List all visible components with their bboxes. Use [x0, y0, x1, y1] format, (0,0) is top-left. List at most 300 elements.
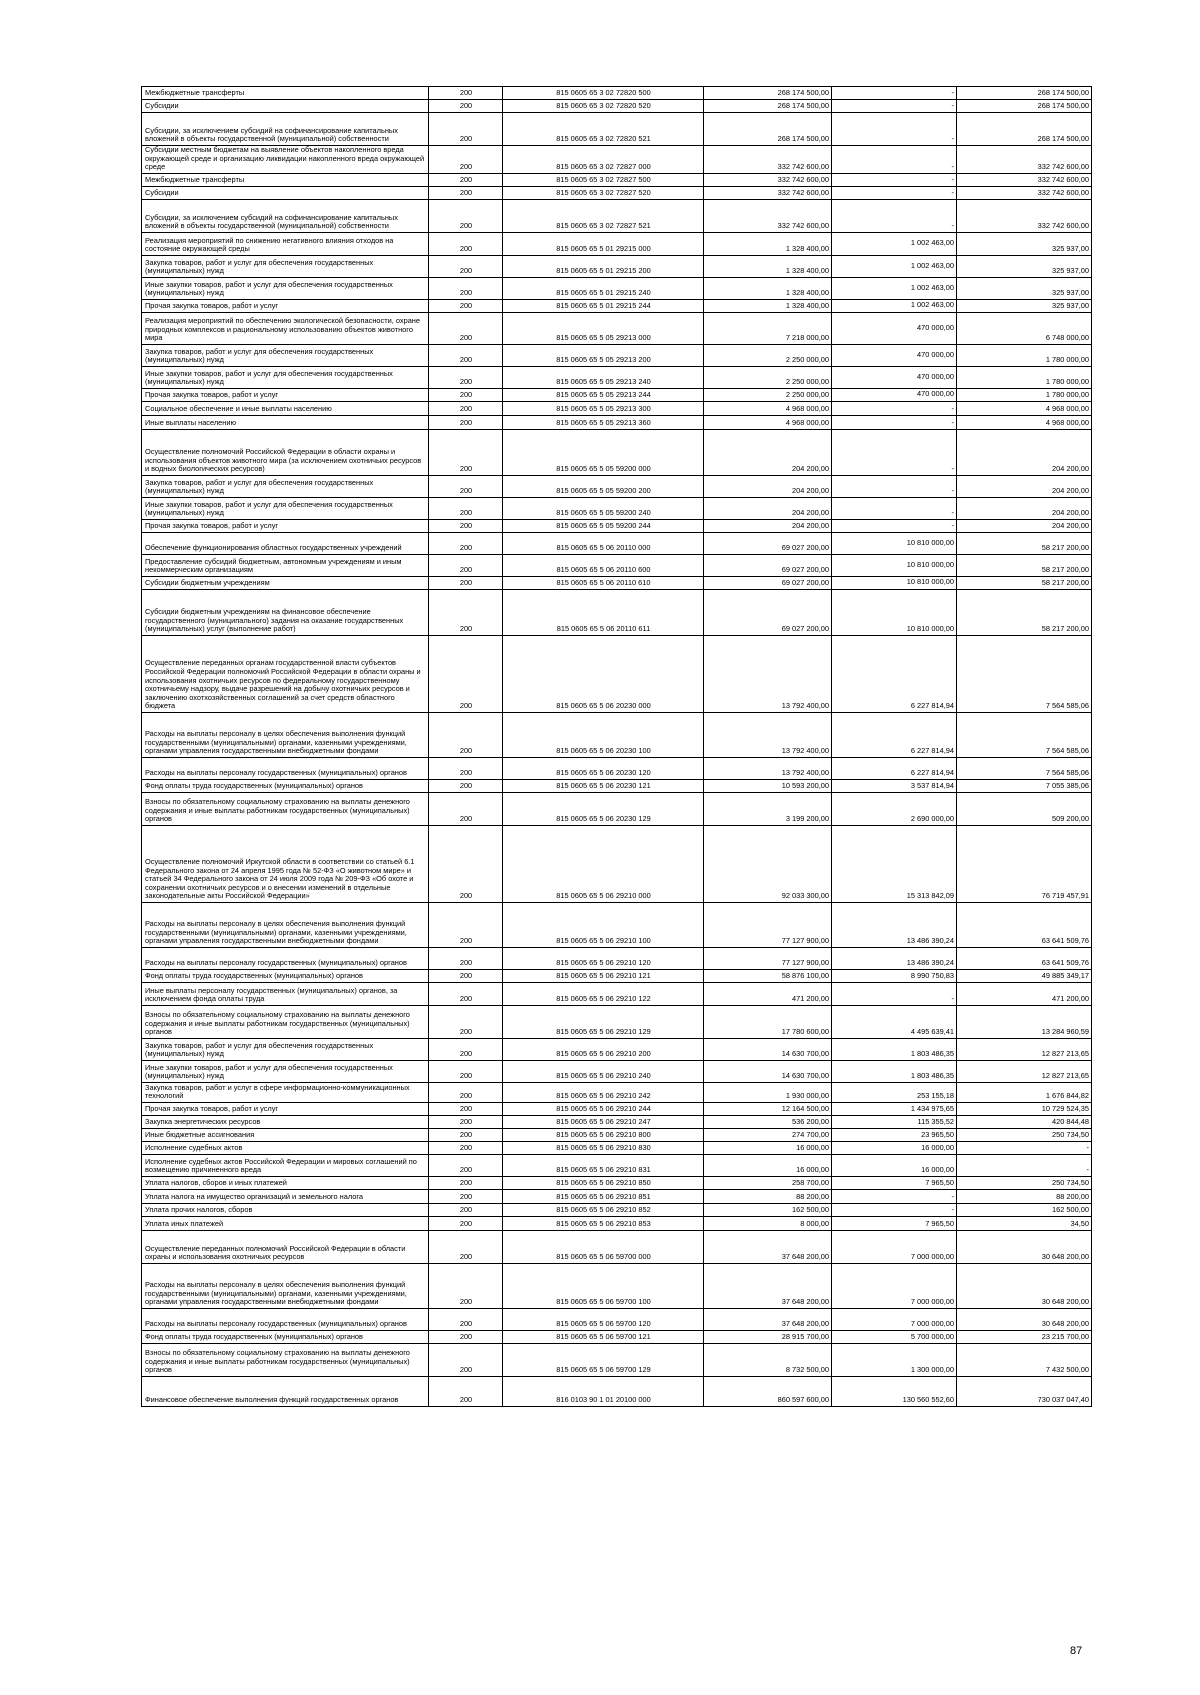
- row-kbk-cell: 815 0605 65 5 05 29213 244: [503, 389, 704, 402]
- row-unexecuted-cell: 250 734,50: [957, 1177, 1092, 1190]
- row-name-cell: Расходы на выплаты персоналу государственных (муниципальных) органов: [142, 948, 429, 970]
- row-approved-cell: 69 027 200,00: [704, 555, 832, 577]
- row-approved-cell: 13 792 400,00: [704, 713, 832, 758]
- row-approved-cell: 1 328 400,00: [704, 256, 832, 278]
- table-row: [142, 200, 1092, 233]
- row-code-cell: 200: [429, 300, 503, 313]
- row-name-cell: Прочая закупка товаров, работ и услуг: [142, 520, 429, 533]
- row-executed-cell: 5 700 000,00: [832, 1331, 957, 1344]
- row-code-cell: 200: [429, 1129, 503, 1142]
- row-approved-cell: 4 968 000,00: [704, 402, 832, 416]
- row-approved-cell: 1 930 000,00: [704, 1083, 832, 1103]
- table-row: [142, 1309, 1092, 1331]
- row-unexecuted-cell: 332 742 600,00: [957, 200, 1092, 233]
- row-approved-cell: 258 700,00: [704, 1177, 832, 1190]
- table-row: [142, 1129, 1092, 1142]
- row-unexecuted-cell: 204 200,00: [957, 498, 1092, 520]
- row-code-cell: 200: [429, 200, 503, 233]
- row-kbk-cell: 815 0605 65 5 06 20230 121: [503, 780, 704, 793]
- row-kbk-cell: 815 0605 65 3 02 72820 520: [503, 100, 704, 113]
- row-approved-cell: 37 648 200,00: [704, 1264, 832, 1309]
- row-kbk-cell: 815 0605 65 5 05 29213 200: [503, 345, 704, 367]
- row-kbk-cell: 815 0605 65 5 06 29210 000: [503, 826, 704, 903]
- row-name-cell: Закупка товаров, работ и услуг для обеспечения государственных (муниципальных) нужд: [142, 476, 429, 498]
- row-approved-cell: 92 033 300,00: [704, 826, 832, 903]
- row-executed-cell: -: [832, 416, 957, 430]
- row-code-cell: 200: [429, 389, 503, 402]
- row-name-cell: Расходы на выплаты персоналу в целях обеспечения выполнения функций государственными (муниципальными) органами, казенными учреждениями, органами управления государственными внебюджетными фондами: [142, 903, 429, 948]
- row-unexecuted-cell: 10 729 524,35: [957, 1103, 1092, 1116]
- row-code-cell: 200: [429, 313, 503, 345]
- row-approved-cell: 14 630 700,00: [704, 1039, 832, 1061]
- row-name-cell: Расходы на выплаты персоналу в целях обеспечения выполнения функций государственными (муниципальными) органами, казенными учреждениями, органами управления государственными внебюджетными фондами: [142, 713, 429, 758]
- row-approved-cell: 14 630 700,00: [704, 1061, 832, 1083]
- row-unexecuted-cell: 204 200,00: [957, 430, 1092, 476]
- row-executed-cell: 10 810 000,00: [832, 555, 957, 577]
- row-code-cell: 200: [429, 1039, 503, 1061]
- row-executed-cell: -: [832, 174, 957, 187]
- row-executed-cell: 10 810 000,00: [832, 533, 957, 555]
- row-code-cell: 200: [429, 174, 503, 187]
- table-row: [142, 256, 1092, 278]
- row-unexecuted-cell: 325 937,00: [957, 278, 1092, 300]
- row-kbk-cell: 815 0605 65 5 06 29210 800: [503, 1129, 704, 1142]
- row-name-cell: Расходы на выплаты персоналу в целях обеспечения выполнения функций государственными (муниципальными) органами, казенными учреждениями, органами управления государственными внебюджетными фондами: [142, 1264, 429, 1309]
- row-unexecuted-cell: 268 174 500,00: [957, 100, 1092, 113]
- row-approved-cell: 1 328 400,00: [704, 300, 832, 313]
- row-kbk-cell: 815 0605 65 5 06 59700 120: [503, 1309, 704, 1331]
- row-code-cell: 200: [429, 983, 503, 1006]
- row-executed-cell: -: [832, 402, 957, 416]
- row-kbk-cell: 815 0605 65 5 06 29210 100: [503, 903, 704, 948]
- row-code-cell: 200: [429, 256, 503, 278]
- row-unexecuted-cell: 23 215 700,00: [957, 1331, 1092, 1344]
- row-name-cell: Уплата налогов, сборов и иных платежей: [142, 1177, 429, 1190]
- row-code-cell: 200: [429, 498, 503, 520]
- row-unexecuted-cell: 58 217 200,00: [957, 590, 1092, 636]
- row-kbk-cell: 815 0605 65 5 05 29213 300: [503, 402, 704, 416]
- row-unexecuted-cell: 325 937,00: [957, 300, 1092, 313]
- row-approved-cell: 204 200,00: [704, 520, 832, 533]
- row-approved-cell: 204 200,00: [704, 430, 832, 476]
- row-kbk-cell: 815 0605 65 5 06 20110 600: [503, 555, 704, 577]
- row-unexecuted-cell: 325 937,00: [957, 256, 1092, 278]
- table-row: [142, 113, 1092, 146]
- row-approved-cell: 2 250 000,00: [704, 367, 832, 389]
- table-row: [142, 970, 1092, 983]
- row-executed-cell: 1 803 486,35: [832, 1061, 957, 1083]
- row-kbk-cell: 815 0605 65 5 06 29210 831: [503, 1155, 704, 1177]
- row-executed-cell: 16 000,00: [832, 1155, 957, 1177]
- row-unexecuted-cell: 1 676 844,82: [957, 1083, 1092, 1103]
- row-unexecuted-cell: 204 200,00: [957, 476, 1092, 498]
- row-kbk-cell: 815 0605 65 5 06 20230 120: [503, 758, 704, 780]
- row-approved-cell: 69 027 200,00: [704, 533, 832, 555]
- row-executed-cell: -: [832, 498, 957, 520]
- row-name-cell: Осуществление переданных полномочий Российской Федерации в области охраны и использования охотничьих ресурсов: [142, 1231, 429, 1264]
- row-kbk-cell: 815 0605 65 5 06 29210 830: [503, 1142, 704, 1155]
- budget-table-body: [142, 87, 1092, 1407]
- row-kbk-cell: 815 0605 65 3 02 72820 521: [503, 113, 704, 146]
- row-approved-cell: 37 648 200,00: [704, 1309, 832, 1331]
- row-executed-cell: -: [832, 1204, 957, 1217]
- row-kbk-cell: 815 0605 65 5 06 29210 853: [503, 1217, 704, 1231]
- row-kbk-cell: 815 0605 65 5 06 29210 850: [503, 1177, 704, 1190]
- row-name-cell: Иные закупки товаров, работ и услуг для обеспечения государственных (муниципальных) нужд: [142, 278, 429, 300]
- row-unexecuted-cell: 12 827 213,65: [957, 1039, 1092, 1061]
- row-kbk-cell: 815 0605 65 5 06 20110 000: [503, 533, 704, 555]
- row-name-cell: Субсидии местным бюджетам на выявление объектов накопленного вреда окружающей среде и организацию ликвидации накопленного вреда окружающей среде: [142, 146, 429, 174]
- table-row: [142, 389, 1092, 402]
- row-executed-cell: 470 000,00: [832, 345, 957, 367]
- row-code-cell: 200: [429, 430, 503, 476]
- row-name-cell: Финансовое обеспечение выполнения функций государственных органов: [142, 1377, 429, 1407]
- row-code-cell: 200: [429, 590, 503, 636]
- row-approved-cell: 8 000,00: [704, 1217, 832, 1231]
- row-approved-cell: 4 968 000,00: [704, 416, 832, 430]
- row-code-cell: 200: [429, 1377, 503, 1407]
- row-code-cell: 200: [429, 1264, 503, 1309]
- row-executed-cell: -: [832, 100, 957, 113]
- row-approved-cell: 204 200,00: [704, 476, 832, 498]
- row-executed-cell: 470 000,00: [832, 313, 957, 345]
- row-kbk-cell: 815 0605 65 3 02 72827 000: [503, 146, 704, 174]
- table-row: [142, 345, 1092, 367]
- row-name-cell: Осуществление полномочий Иркутской области в соответствии со статьей 6.1 Федерального закона от 24 апреля 1995 года № 52-ФЗ «О животном мире» и статьей 34 Федерального закона от 24 июля 2009 года № 209-ФЗ «Об охоте и сохранении охотничьих ресурсов и о внесении изменений в отдельные законодательные акты Российской Федерации»: [142, 826, 429, 903]
- row-executed-cell: 7 000 000,00: [832, 1231, 957, 1264]
- row-kbk-cell: 815 0605 65 5 06 29210 242: [503, 1083, 704, 1103]
- row-unexecuted-cell: 471 200,00: [957, 983, 1092, 1006]
- row-code-cell: 200: [429, 1309, 503, 1331]
- row-executed-cell: 1 434 975,65: [832, 1103, 957, 1116]
- row-executed-cell: 7 965,50: [832, 1177, 957, 1190]
- table-row: [142, 826, 1092, 903]
- row-kbk-cell: 815 0605 65 5 06 29210 200: [503, 1039, 704, 1061]
- row-executed-cell: 130 560 552,60: [832, 1377, 957, 1407]
- row-code-cell: 200: [429, 1006, 503, 1039]
- table-row: [142, 1116, 1092, 1129]
- table-row: [142, 1264, 1092, 1309]
- table-row: [142, 533, 1092, 555]
- page-number: 87: [1070, 1645, 1083, 1657]
- row-unexecuted-cell: 7 432 500,00: [957, 1344, 1092, 1377]
- row-name-cell: Реализация мероприятий по обеспечению экологической безопасности, охране природных комплексов и рациональному использованию объектов животного мира: [142, 313, 429, 345]
- row-executed-cell: 1 002 463,00: [832, 300, 957, 313]
- row-code-cell: 200: [429, 233, 503, 256]
- row-unexecuted-cell: 268 174 500,00: [957, 87, 1092, 100]
- row-executed-cell: -: [832, 430, 957, 476]
- row-name-cell: Фонд оплаты труда государственных (муниципальных) органов: [142, 780, 429, 793]
- row-executed-cell: 6 227 814,94: [832, 636, 957, 713]
- table-row: [142, 948, 1092, 970]
- table-row: [142, 636, 1092, 713]
- row-name-cell: Межбюджетные трансферты: [142, 174, 429, 187]
- row-kbk-cell: 815 0605 65 5 01 29215 200: [503, 256, 704, 278]
- row-code-cell: 200: [429, 520, 503, 533]
- row-code-cell: 200: [429, 345, 503, 367]
- row-name-cell: Исполнение судебных актов: [142, 1142, 429, 1155]
- table-row: [142, 1142, 1092, 1155]
- row-executed-cell: 1 002 463,00: [832, 278, 957, 300]
- row-kbk-cell: 815 0605 65 5 06 29210 247: [503, 1116, 704, 1129]
- row-code-cell: 200: [429, 402, 503, 416]
- row-unexecuted-cell: 88 200,00: [957, 1190, 1092, 1204]
- row-kbk-cell: 815 0605 65 5 06 29210 121: [503, 970, 704, 983]
- row-executed-cell: 1 002 463,00: [832, 256, 957, 278]
- row-name-cell: Иные выплаты населению: [142, 416, 429, 430]
- row-executed-cell: 1 300 000,00: [832, 1344, 957, 1377]
- table-row: [142, 1155, 1092, 1177]
- row-executed-cell: 6 227 814,94: [832, 758, 957, 780]
- table-row: [142, 313, 1092, 345]
- row-name-cell: Иные закупки товаров, работ и услуг для обеспечения государственных (муниципальных) нужд: [142, 498, 429, 520]
- table-row: [142, 1217, 1092, 1231]
- row-approved-cell: 268 174 500,00: [704, 100, 832, 113]
- row-executed-cell: -: [832, 113, 957, 146]
- row-code-cell: 200: [429, 555, 503, 577]
- row-approved-cell: 7 218 000,00: [704, 313, 832, 345]
- row-unexecuted-cell: 4 968 000,00: [957, 416, 1092, 430]
- row-approved-cell: 204 200,00: [704, 498, 832, 520]
- row-executed-cell: 253 155,18: [832, 1083, 957, 1103]
- row-name-cell: Осуществление переданных органам государственной власти субъектов Российской Федерации полномочий Российской Федерации в области охраны и использования охотничьих ресурсов по федеральному государственному охотничьему надзору, выдаче разрешений на добычу охотничьих ресурсов и заключению охотхозяйственных соглашений за счет средств областного бюджета: [142, 636, 429, 713]
- row-approved-cell: 8 732 500,00: [704, 1344, 832, 1377]
- row-name-cell: Реализация мероприятий по снижению негативного влияния отходов на состояние окружающей среды: [142, 233, 429, 256]
- row-name-cell: Расходы на выплаты персоналу государственных (муниципальных) органов: [142, 1309, 429, 1331]
- table-row: [142, 1039, 1092, 1061]
- table-row: [142, 1083, 1092, 1103]
- row-name-cell: Закупка энергетических ресурсов: [142, 1116, 429, 1129]
- row-kbk-cell: 815 0605 65 5 06 20230 000: [503, 636, 704, 713]
- row-unexecuted-cell: 7 564 585,06: [957, 636, 1092, 713]
- row-executed-cell: -: [832, 520, 957, 533]
- table-row: [142, 1103, 1092, 1116]
- row-unexecuted-cell: 30 648 200,00: [957, 1264, 1092, 1309]
- row-kbk-cell: 815 0605 65 3 02 72827 521: [503, 200, 704, 233]
- row-approved-cell: 13 792 400,00: [704, 636, 832, 713]
- row-approved-cell: 332 742 600,00: [704, 187, 832, 200]
- row-executed-cell: 10 810 000,00: [832, 577, 957, 590]
- row-name-cell: Прочая закупка товаров, работ и услуг: [142, 1103, 429, 1116]
- row-code-cell: 200: [429, 1116, 503, 1129]
- row-approved-cell: 3 199 200,00: [704, 793, 832, 826]
- row-name-cell: Обеспечение функционирования областных государственных учреждений: [142, 533, 429, 555]
- row-approved-cell: 13 792 400,00: [704, 758, 832, 780]
- table-row: [142, 498, 1092, 520]
- row-name-cell: Фонд оплаты труда государственных (муниципальных) органов: [142, 1331, 429, 1344]
- row-executed-cell: 16 000,00: [832, 1142, 957, 1155]
- row-kbk-cell: 815 0605 65 5 05 59200 244: [503, 520, 704, 533]
- table-row: [142, 780, 1092, 793]
- table-row: [142, 1344, 1092, 1377]
- table-row: [142, 577, 1092, 590]
- row-name-cell: Уплата иных платежей: [142, 1217, 429, 1231]
- row-unexecuted-cell: 204 200,00: [957, 520, 1092, 533]
- row-unexecuted-cell: 30 648 200,00: [957, 1309, 1092, 1331]
- row-unexecuted-cell: 1 780 000,00: [957, 389, 1092, 402]
- row-code-cell: 200: [429, 367, 503, 389]
- row-name-cell: Социальное обеспечение и иные выплаты населению: [142, 402, 429, 416]
- row-unexecuted-cell: 268 174 500,00: [957, 113, 1092, 146]
- row-code-cell: 200: [429, 577, 503, 590]
- row-executed-cell: -: [832, 146, 957, 174]
- table-row: [142, 555, 1092, 577]
- row-name-cell: Иные закупки товаров, работ и услуг для обеспечения государственных (муниципальных) нужд: [142, 367, 429, 389]
- row-unexecuted-cell: 162 500,00: [957, 1204, 1092, 1217]
- budget-table: [141, 86, 1092, 1407]
- row-code-cell: 200: [429, 780, 503, 793]
- row-approved-cell: 58 876 100,00: [704, 970, 832, 983]
- row-name-cell: Расходы на выплаты персоналу государственных (муниципальных) органов: [142, 758, 429, 780]
- row-code-cell: 200: [429, 1344, 503, 1377]
- row-unexecuted-cell: 58 217 200,00: [957, 533, 1092, 555]
- row-code-cell: 200: [429, 87, 503, 100]
- row-name-cell: Уплата налога на имущество организаций и земельного налога: [142, 1190, 429, 1204]
- row-executed-cell: -: [832, 87, 957, 100]
- row-name-cell: Прочая закупка товаров, работ и услуг: [142, 300, 429, 313]
- row-executed-cell: -: [832, 187, 957, 200]
- row-unexecuted-cell: -: [957, 1142, 1092, 1155]
- row-kbk-cell: 815 0605 65 5 05 59200 200: [503, 476, 704, 498]
- row-approved-cell: 69 027 200,00: [704, 590, 832, 636]
- table-row: [142, 367, 1092, 389]
- row-unexecuted-cell: 7 055 385,06: [957, 780, 1092, 793]
- row-approved-cell: 77 127 900,00: [704, 948, 832, 970]
- row-approved-cell: 332 742 600,00: [704, 146, 832, 174]
- table-row: [142, 1204, 1092, 1217]
- table-row: [142, 300, 1092, 313]
- row-name-cell: Взносы по обязательному социальному страхованию на выплаты денежного содержания и иные выплаты работникам государственных (муниципальных) органов: [142, 793, 429, 826]
- row-executed-cell: 3 537 814,94: [832, 780, 957, 793]
- row-code-cell: 200: [429, 636, 503, 713]
- row-unexecuted-cell: 4 968 000,00: [957, 402, 1092, 416]
- row-name-cell: Исполнение судебных актов Российской Федерации и мировых соглашений по возмещению причиненного вреда: [142, 1155, 429, 1177]
- row-approved-cell: 536 200,00: [704, 1116, 832, 1129]
- row-name-cell: Субсидии, за исключением субсидий на софинансирование капитальных вложений в объекты государственной (муниципальной) собственности: [142, 113, 429, 146]
- row-name-cell: Закупка товаров, работ и услуг в сфере информационно-коммуникационных технологий: [142, 1083, 429, 1103]
- table-row: [142, 1377, 1092, 1407]
- row-code-cell: 200: [429, 1155, 503, 1177]
- row-name-cell: Иные выплаты персоналу государственных (муниципальных) органов, за исключением фонда оплаты труда: [142, 983, 429, 1006]
- row-code-cell: 200: [429, 793, 503, 826]
- table-row: [142, 233, 1092, 256]
- table-row: [142, 1231, 1092, 1264]
- table-row: [142, 1331, 1092, 1344]
- row-kbk-cell: 815 0605 65 5 01 29215 244: [503, 300, 704, 313]
- row-name-cell: Закупка товаров, работ и услуг для обеспечения государственных (муниципальных) нужд: [142, 345, 429, 367]
- row-approved-cell: 37 648 200,00: [704, 1231, 832, 1264]
- table-row: [142, 1177, 1092, 1190]
- row-kbk-cell: 815 0605 65 5 05 29213 360: [503, 416, 704, 430]
- row-approved-cell: 1 328 400,00: [704, 233, 832, 256]
- row-code-cell: 200: [429, 1190, 503, 1204]
- row-kbk-cell: 815 0605 65 5 06 29210 244: [503, 1103, 704, 1116]
- row-name-cell: Субсидии: [142, 100, 429, 113]
- row-unexecuted-cell: 6 748 000,00: [957, 313, 1092, 345]
- row-approved-cell: 16 000,00: [704, 1142, 832, 1155]
- row-code-cell: 200: [429, 948, 503, 970]
- row-kbk-cell: 815 0605 65 5 05 59200 240: [503, 498, 704, 520]
- row-executed-cell: 13 486 390,24: [832, 903, 957, 948]
- row-kbk-cell: 815 0605 65 3 02 72827 500: [503, 174, 704, 187]
- table-row: [142, 520, 1092, 533]
- row-approved-cell: 12 164 500,00: [704, 1103, 832, 1116]
- row-code-cell: 200: [429, 970, 503, 983]
- row-approved-cell: 332 742 600,00: [704, 174, 832, 187]
- row-approved-cell: 2 250 000,00: [704, 389, 832, 402]
- row-name-cell: Фонд оплаты труда государственных (муниципальных) органов: [142, 970, 429, 983]
- row-kbk-cell: 815 0605 65 5 05 59200 000: [503, 430, 704, 476]
- row-approved-cell: 28 915 700,00: [704, 1331, 832, 1344]
- row-kbk-cell: 815 0605 65 5 05 29213 000: [503, 313, 704, 345]
- row-approved-cell: 162 500,00: [704, 1204, 832, 1217]
- table-row: [142, 430, 1092, 476]
- row-kbk-cell: 815 0605 65 5 06 59700 000: [503, 1231, 704, 1264]
- row-executed-cell: 7 000 000,00: [832, 1264, 957, 1309]
- table-row: [142, 476, 1092, 498]
- row-approved-cell: 268 174 500,00: [704, 87, 832, 100]
- row-kbk-cell: 815 0605 65 5 06 29210 129: [503, 1006, 704, 1039]
- row-executed-cell: 4 495 639,41: [832, 1006, 957, 1039]
- row-code-cell: 200: [429, 146, 503, 174]
- row-code-cell: 200: [429, 278, 503, 300]
- row-kbk-cell: 815 0605 65 5 06 29210 120: [503, 948, 704, 970]
- row-executed-cell: 13 486 390,24: [832, 948, 957, 970]
- row-unexecuted-cell: 7 564 585,06: [957, 758, 1092, 780]
- row-kbk-cell: 815 0605 65 5 06 29210 851: [503, 1190, 704, 1204]
- row-kbk-cell: 815 0605 65 3 02 72827 520: [503, 187, 704, 200]
- row-executed-cell: 6 227 814,94: [832, 713, 957, 758]
- row-unexecuted-cell: 58 217 200,00: [957, 555, 1092, 577]
- row-name-cell: Прочая закупка товаров, работ и услуг: [142, 389, 429, 402]
- row-approved-cell: 332 742 600,00: [704, 200, 832, 233]
- row-name-cell: Уплата прочих налогов, сборов: [142, 1204, 429, 1217]
- row-name-cell: Субсидии: [142, 187, 429, 200]
- row-kbk-cell: 815 0605 65 5 05 29213 240: [503, 367, 704, 389]
- table-row: [142, 758, 1092, 780]
- row-code-cell: 200: [429, 1103, 503, 1116]
- row-executed-cell: 470 000,00: [832, 389, 957, 402]
- row-kbk-cell: 815 0605 65 5 06 29210 122: [503, 983, 704, 1006]
- row-kbk-cell: 815 0605 65 5 06 29210 852: [503, 1204, 704, 1217]
- row-unexecuted-cell: 30 648 200,00: [957, 1231, 1092, 1264]
- row-code-cell: 200: [429, 1231, 503, 1264]
- table-row: [142, 146, 1092, 174]
- row-unexecuted-cell: 63 641 509,76: [957, 948, 1092, 970]
- row-code-cell: 200: [429, 113, 503, 146]
- row-unexecuted-cell: 63 641 509,76: [957, 903, 1092, 948]
- row-unexecuted-cell: 332 742 600,00: [957, 187, 1092, 200]
- row-kbk-cell: 815 0605 65 5 06 59700 129: [503, 1344, 704, 1377]
- row-name-cell: Субсидии бюджетным учреждениям: [142, 577, 429, 590]
- row-code-cell: 200: [429, 187, 503, 200]
- row-kbk-cell: 815 0605 65 3 02 72820 500: [503, 87, 704, 100]
- row-executed-cell: 1 803 486,35: [832, 1039, 957, 1061]
- row-unexecuted-cell: -: [957, 1155, 1092, 1177]
- table-row: [142, 174, 1092, 187]
- table-row: [142, 1006, 1092, 1039]
- row-unexecuted-cell: 730 037 047,40: [957, 1377, 1092, 1407]
- row-unexecuted-cell: 325 937,00: [957, 233, 1092, 256]
- row-code-cell: 200: [429, 758, 503, 780]
- row-unexecuted-cell: 58 217 200,00: [957, 577, 1092, 590]
- row-executed-cell: 15 313 842,09: [832, 826, 957, 903]
- row-kbk-cell: 815 0605 65 5 01 29215 000: [503, 233, 704, 256]
- row-approved-cell: 860 597 600,00: [704, 1377, 832, 1407]
- row-unexecuted-cell: 13 284 960,59: [957, 1006, 1092, 1039]
- row-kbk-cell: 815 0605 65 5 06 20110 611: [503, 590, 704, 636]
- row-unexecuted-cell: 1 780 000,00: [957, 345, 1092, 367]
